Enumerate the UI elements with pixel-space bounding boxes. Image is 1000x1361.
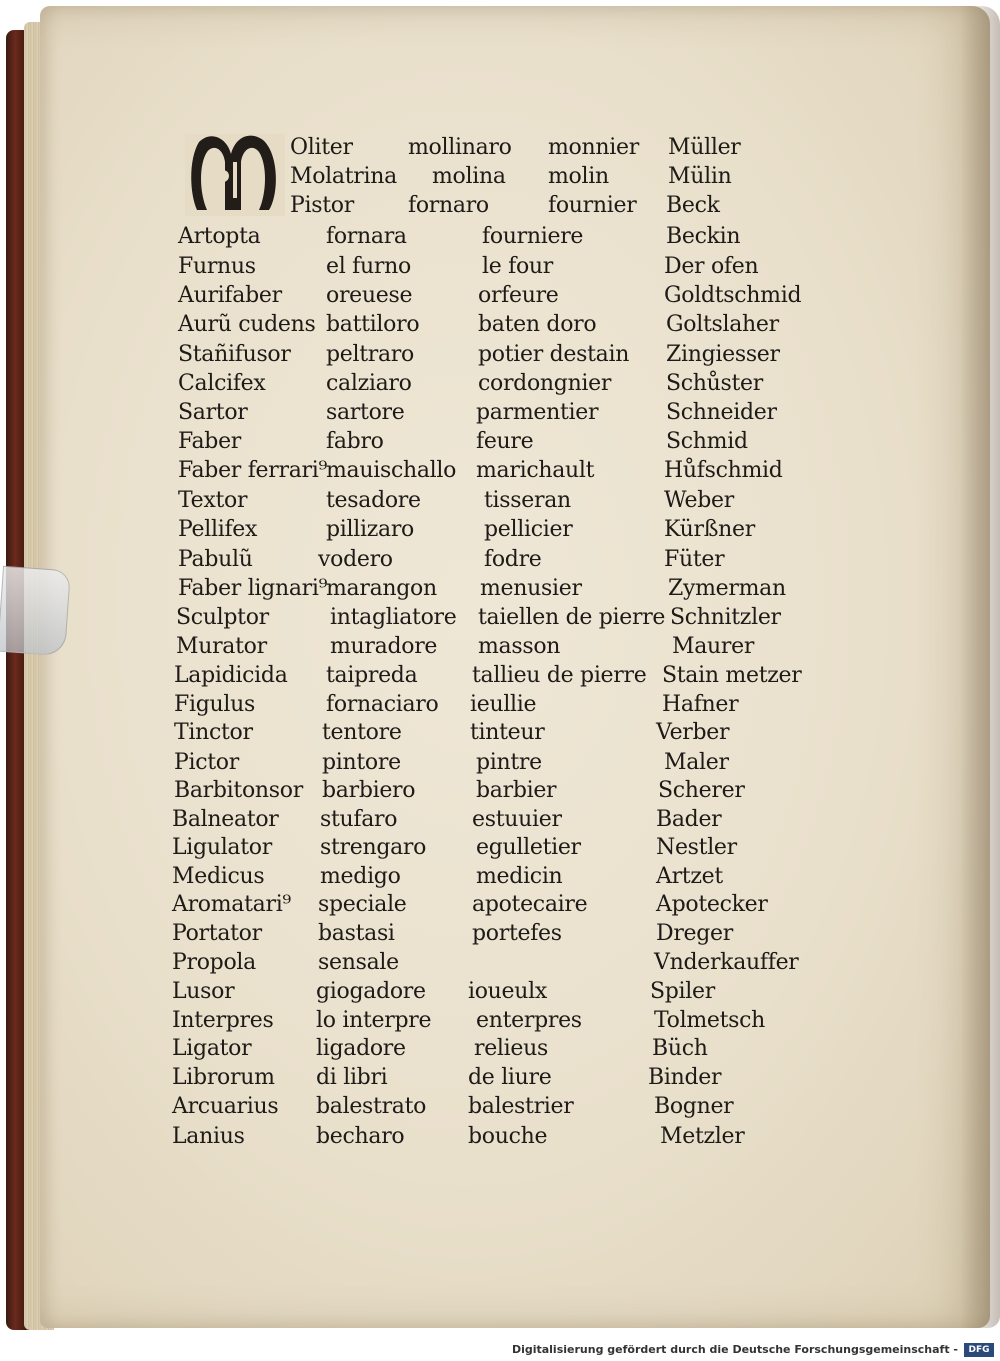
word-french: potier destain (478, 342, 630, 367)
word-french: medicin (476, 864, 563, 889)
word-italian: calziaro (326, 371, 412, 396)
word-latin: Textor (178, 488, 248, 513)
word-german: Maurer (672, 634, 755, 659)
word-german: Schmid (666, 429, 748, 454)
word-italian: fornaro (408, 193, 489, 218)
word-german: Schneider (666, 400, 777, 425)
footer (0, 1340, 1000, 1361)
word-french: marichault (476, 458, 595, 483)
word-italian: lo interpre (316, 1008, 432, 1033)
word-row (0, 281, 1000, 311)
word-row (0, 162, 1000, 192)
word-french: cordongnier (478, 371, 612, 396)
word-german: Metzler (660, 1124, 745, 1149)
word-german: Scherer (658, 778, 745, 803)
word-latin: Furnus (178, 254, 256, 279)
word-latin: Faber ferrari⁹ (178, 458, 327, 483)
word-italian: oreuese (326, 283, 413, 308)
word-italian: peltraro (326, 342, 414, 367)
word-row (0, 369, 1000, 399)
word-italian: stufaro (320, 807, 398, 832)
word-italian: becharo (316, 1124, 405, 1149)
word-italian: mollinaro (408, 135, 512, 160)
word-row (0, 222, 1000, 252)
word-italian: sensale (318, 950, 399, 975)
word-italian: fornara (326, 224, 407, 249)
word-latin: Medicus (172, 864, 265, 889)
word-latin: Balneator (172, 807, 279, 832)
word-french: apotecaire (472, 892, 588, 917)
word-latin: Aurũ cudens (178, 312, 316, 337)
word-german: Apotecker (656, 892, 768, 917)
word-german: Füter (664, 547, 725, 572)
word-french: relieus (474, 1036, 548, 1061)
word-latin: Oliter (290, 135, 353, 160)
word-row (0, 545, 1000, 575)
word-latin: Molatrina (290, 164, 397, 189)
word-latin: Pictor (174, 750, 239, 775)
word-row (0, 1006, 1000, 1036)
word-french: tinteur (470, 720, 545, 745)
word-german: Büch (652, 1036, 708, 1061)
word-row (0, 805, 1000, 835)
word-row (0, 1063, 1000, 1093)
word-latin: Lapidicida (174, 663, 288, 688)
word-latin: Stañifusor (178, 342, 291, 367)
word-italian: strengaro (320, 835, 427, 860)
word-italian: mauischallo (326, 458, 457, 483)
word-latin: Lusor (172, 979, 235, 1004)
word-row (0, 310, 1000, 340)
word-row (0, 890, 1000, 920)
word-latin: Aromatari⁹ (172, 892, 291, 917)
word-latin: Figulus (174, 692, 255, 717)
word-french: ieullie (470, 692, 537, 717)
word-german: Bader (656, 807, 722, 832)
word-german: Müller (668, 135, 741, 160)
word-row (0, 574, 1000, 604)
word-italian: medigo (320, 864, 401, 889)
word-french: baten doro (478, 312, 597, 337)
word-german: Hafner (662, 692, 739, 717)
word-row (0, 862, 1000, 892)
word-row (0, 919, 1000, 949)
word-german: Schnitzler (670, 605, 781, 630)
word-french: fournier (548, 193, 637, 218)
word-latin: Librorum (172, 1065, 275, 1090)
word-italian: balestrato (316, 1094, 427, 1119)
word-german: Goltslaher (666, 312, 779, 337)
word-german: Binder (648, 1065, 722, 1090)
word-french: fodre (484, 547, 542, 572)
word-french: pintre (476, 750, 542, 775)
word-latin: Tinctor (174, 720, 253, 745)
word-row (0, 133, 1000, 163)
word-italian: fabro (326, 429, 384, 454)
word-latin: Faber (178, 429, 242, 454)
word-row (0, 948, 1000, 978)
word-german: Der ofen (664, 254, 759, 279)
word-row (0, 632, 1000, 662)
word-latin: Faber lignari⁹ (178, 576, 328, 601)
word-german: Stain metzer (662, 663, 802, 688)
word-french: egulletier (476, 835, 581, 860)
word-german: Beck (666, 193, 720, 218)
word-german: Hůfschmid (664, 458, 783, 483)
word-french: feure (476, 429, 534, 454)
word-italian: bastasi (318, 921, 395, 946)
word-italian: giogadore (316, 979, 426, 1004)
word-latin: Interpres (172, 1008, 274, 1033)
word-french: masson (478, 634, 561, 659)
word-latin: Ligator (172, 1036, 252, 1061)
word-italian: di libri (316, 1065, 388, 1090)
word-latin: Pabulũ (178, 547, 253, 572)
word-italian: barbiero (322, 778, 416, 803)
word-german: Mülin (668, 164, 732, 189)
word-italian: muradore (330, 634, 438, 659)
word-french: menusier (480, 576, 582, 601)
word-latin: Barbitonsor (174, 778, 303, 803)
word-row (0, 340, 1000, 370)
word-french: le four (482, 254, 554, 279)
word-row (0, 776, 1000, 806)
word-row (0, 1092, 1000, 1122)
word-french: molin (548, 164, 609, 189)
word-latin: Calcifex (178, 371, 266, 396)
word-italian: tesadore (326, 488, 421, 513)
word-french: taiellen de pierre (478, 605, 666, 630)
word-latin: Pistor (290, 193, 354, 218)
word-italian: intagliatore (330, 605, 457, 630)
word-german: Tolmetsch (654, 1008, 766, 1033)
word-italian: battiloro (326, 312, 420, 337)
word-italian: vodero (318, 547, 393, 572)
word-french: ioueulx (468, 979, 547, 1004)
word-german: Bogner (654, 1094, 734, 1119)
word-row (0, 191, 1000, 221)
word-latin: Sartor (178, 400, 248, 425)
word-german: Schůster (666, 371, 763, 396)
word-row (0, 833, 1000, 863)
word-row (0, 456, 1000, 486)
word-german: Zingiesser (666, 342, 780, 367)
word-italian: marangon (326, 576, 437, 601)
word-italian: pillizaro (326, 517, 414, 542)
word-row (0, 252, 1000, 282)
word-latin: Portator (172, 921, 262, 946)
word-latin: Arcuarius (172, 1094, 279, 1119)
word-french: estuuier (472, 807, 562, 832)
dfg-logo: DFG (964, 1343, 994, 1357)
word-row (0, 515, 1000, 545)
funding-note: Digitalisierung gefördert durch die Deutsche Forschungsgemeinschaft - (511, 1343, 958, 1356)
word-german: Spiler (650, 979, 715, 1004)
word-german: Vnderkauffer (654, 950, 799, 975)
word-row (0, 977, 1000, 1007)
word-latin: Aurifaber (178, 283, 282, 308)
word-italian: ligadore (316, 1036, 406, 1061)
word-german: Beckin (666, 224, 741, 249)
word-row (0, 427, 1000, 457)
word-french: orfeure (478, 283, 559, 308)
word-german: Verber (656, 720, 730, 745)
word-latin: Lanius (172, 1124, 245, 1149)
word-italian: fornaciaro (326, 692, 439, 717)
word-italian: tentore (322, 720, 402, 745)
word-row (0, 603, 1000, 633)
word-row (0, 748, 1000, 778)
word-italian: pintore (322, 750, 401, 775)
word-german: Nestler (656, 835, 737, 860)
word-row (0, 486, 1000, 516)
word-german: Artzet (656, 864, 723, 889)
word-row (0, 690, 1000, 720)
word-row (0, 1122, 1000, 1152)
word-row (0, 1034, 1000, 1064)
word-italian: taipreda (326, 663, 418, 688)
word-german: Maler (664, 750, 729, 775)
word-french: tisseran (484, 488, 571, 513)
word-row (0, 718, 1000, 748)
word-french: pellicier (484, 517, 573, 542)
word-italian: el furno (326, 254, 411, 279)
word-french: parmentier (476, 400, 599, 425)
word-german: Kürßner (664, 517, 755, 542)
word-latin: Artopta (178, 224, 261, 249)
word-french: balestrier (468, 1094, 574, 1119)
word-latin: Pellifex (178, 517, 258, 542)
word-italian: sartore (326, 400, 405, 425)
word-french: enterpres (476, 1008, 582, 1033)
word-french: bouche (468, 1124, 548, 1149)
word-french: fourniere (482, 224, 584, 249)
word-german: Zymerman (668, 576, 786, 601)
word-german: Dreger (656, 921, 733, 946)
word-italian: speciale (318, 892, 407, 917)
word-french: de liure (468, 1065, 552, 1090)
word-row (0, 398, 1000, 428)
word-french: portefes (472, 921, 562, 946)
word-french: monnier (548, 135, 639, 160)
word-french: barbier (476, 778, 557, 803)
word-german: Weber (664, 488, 734, 513)
word-latin: Murator (176, 634, 267, 659)
word-french: tallieu de pierre (472, 663, 647, 688)
word-latin: Propola (172, 950, 256, 975)
word-german: Goldtschmid (664, 283, 802, 308)
word-latin: Ligulator (172, 835, 272, 860)
word-italian: molina (432, 164, 506, 189)
word-row (0, 661, 1000, 691)
word-latin: Sculptor (176, 605, 269, 630)
